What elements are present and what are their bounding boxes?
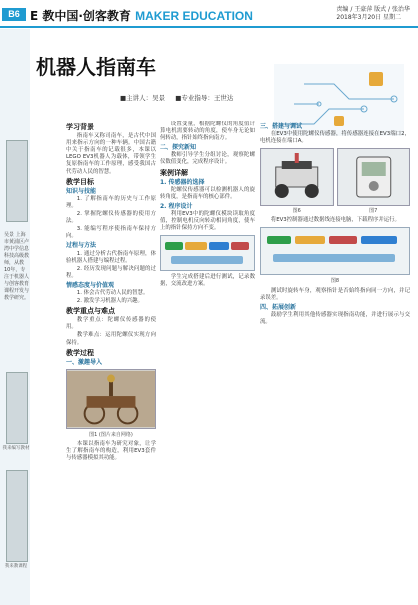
masthead-en: MAKER EDUCATION (135, 9, 253, 23)
subheading: 知识与技能 (66, 187, 97, 195)
paragraph: 教学难点：运用陀螺仪实现方向保持。 (66, 332, 156, 346)
author-line (120, 93, 241, 102)
figure-caption: 图7 (369, 208, 378, 215)
figure-7 (337, 146, 411, 217)
robot-illustration (261, 149, 333, 205)
article-title: 机器人指南车 (36, 55, 156, 79)
advisor: ■专业指导：王世达 (175, 94, 234, 102)
subheading: 2. 程序设计 (160, 202, 193, 210)
motor-block (361, 236, 397, 244)
header-rule (0, 26, 418, 28)
masthead (30, 7, 253, 24)
loop-block (171, 256, 243, 264)
paragraph: 鼓励学生利用其他传感器实现指南功能，并进行展示与交流。 (260, 311, 410, 325)
paragraph: 在EV3中使用陀螺仪传感器，将传感器连接在EV3端口2，电机连接在端口A。 (260, 131, 410, 145)
paragraph: 陀螺仪传感器可以检测机器人的旋转角度，是指南车的核心部件。 (160, 186, 255, 200)
list-item: 2. 激发学习机器人的兴趣。 (76, 298, 143, 305)
paragraph: 指南车又称司南车，是古代中国用来指示方向的一种车辆。中国古籍中关于指南车的记载很多，本课以LEGO EV3机器人为载体，带领学生复原指南车的工作原理，感受我国古代劳动人民的智慧。 (66, 133, 156, 175)
editor-line: 责编 / 王豪萍 版式 / 张治华 (336, 6, 410, 13)
figure-6 (260, 146, 334, 217)
robot-photo (260, 148, 334, 206)
presenter: ■主讲人：吴景 (120, 94, 166, 102)
subheading: 1. 传感器的选择 (160, 178, 205, 186)
gyro-block (185, 242, 207, 250)
section-heading: 学习背景 (66, 123, 94, 131)
math-block (329, 236, 357, 244)
figure-caption: 图8 (330, 278, 340, 285)
loop-block (273, 254, 395, 262)
column-1 (66, 121, 156, 599)
paragraph: 设置变量，根据陀螺仪的角度值计算电机需要转动的角度，使车身无论如何转动，指针始终指向南方。 (160, 121, 255, 142)
math-block (231, 242, 249, 250)
figure-row (260, 146, 410, 217)
figure-caption: 图1 (图片来自网络) (89, 431, 133, 438)
page-header (0, 0, 418, 34)
subheading: 一、激趣导入 (66, 358, 103, 366)
subheading: 过程与方法 (66, 242, 97, 250)
paragraph: 测试时旋转车身，观察指针是否始终指向同一方向，并记录误差。 (260, 287, 410, 301)
subheading: 三、搭建与调试 (260, 123, 303, 130)
controller-photo (337, 148, 411, 206)
controller-illustration (338, 149, 410, 205)
textbook-photo (6, 372, 28, 444)
author-photo (6, 140, 28, 222)
section-heading: 教学重点与难点 (66, 307, 115, 316)
editor-info (336, 6, 410, 22)
start-block (267, 236, 291, 244)
teaching-photo (6, 470, 28, 562)
date-line: 2018年3月20日 星期二 (336, 14, 402, 21)
section-heading: 教学目标 (66, 177, 94, 186)
list-item: 2. 掌握陀螺仪传感器的使用方法。 (66, 211, 156, 225)
author-bio: 吴景 上海市黄浦区卢湾中学信息科技高级教师，从教10年，专注于机器人与创客教育课程开发与教学研究。 (4, 232, 30, 301)
list-item: 1. 体会古代劳动人民的智慧。 (76, 289, 149, 296)
textbook-caption: 我来编写教材 (2, 446, 30, 451)
figure-south-pointing-chariot (66, 369, 156, 429)
chariot-illustration (67, 370, 155, 428)
paragraph: 利用EV3中的陀螺仪模块读取角度值，控制电机反向转动相同角度，使车上的指针保持方向不变。 (160, 211, 255, 232)
motor-block (209, 242, 229, 250)
figure-caption: 图6 (292, 208, 301, 215)
list-item: 2. 经历发现问题与解决问题的过程。 (66, 265, 156, 279)
subheading: 四、拓展创新 (260, 303, 297, 311)
masthead-cn: E 教中国·创客教育 (30, 9, 131, 23)
program-screenshot (260, 227, 410, 275)
column-3 (260, 121, 410, 599)
paragraph: 本课以指南车为研究对象，让学生了解指南车的构造，利用EV3套件与传感器模拟其功能。 (66, 440, 156, 462)
gyro-block (295, 236, 325, 244)
program-blocks-figure (160, 235, 255, 271)
subheading: 情感态度与价值观 (66, 281, 115, 289)
teaching-caption: 我来教课程 (4, 564, 28, 569)
list-item: 1. 通过分析古代指南车原理，体验机器人搭建与编程过程。 (66, 250, 156, 264)
start-block (165, 242, 183, 250)
page-number: B6 (2, 8, 26, 21)
list-item: 1. 了解指南车的历史与工作原理。 (66, 195, 156, 209)
paragraph: 教学重点：陀螺仪传感器的使用。 (66, 317, 156, 331)
paragraph: 将EV3控制器通过数据线连接电脑，下载程序并运行。 (270, 217, 400, 224)
column-2 (160, 121, 255, 599)
paragraph: 学生完成搭建后进行测试，记录数据，交流改进方案。 (160, 274, 255, 288)
section-heading: 教学过程 (66, 348, 94, 357)
list-item: 3. 能编写程序使指南车保持方向。 (66, 226, 156, 240)
subheading: 二、探究新知 (160, 144, 197, 152)
paragraph: 教师引导学生分组讨论，观察陀螺仪数值变化，完成程序设计。 (160, 152, 255, 166)
section-heading: 案例详解 (160, 168, 188, 177)
